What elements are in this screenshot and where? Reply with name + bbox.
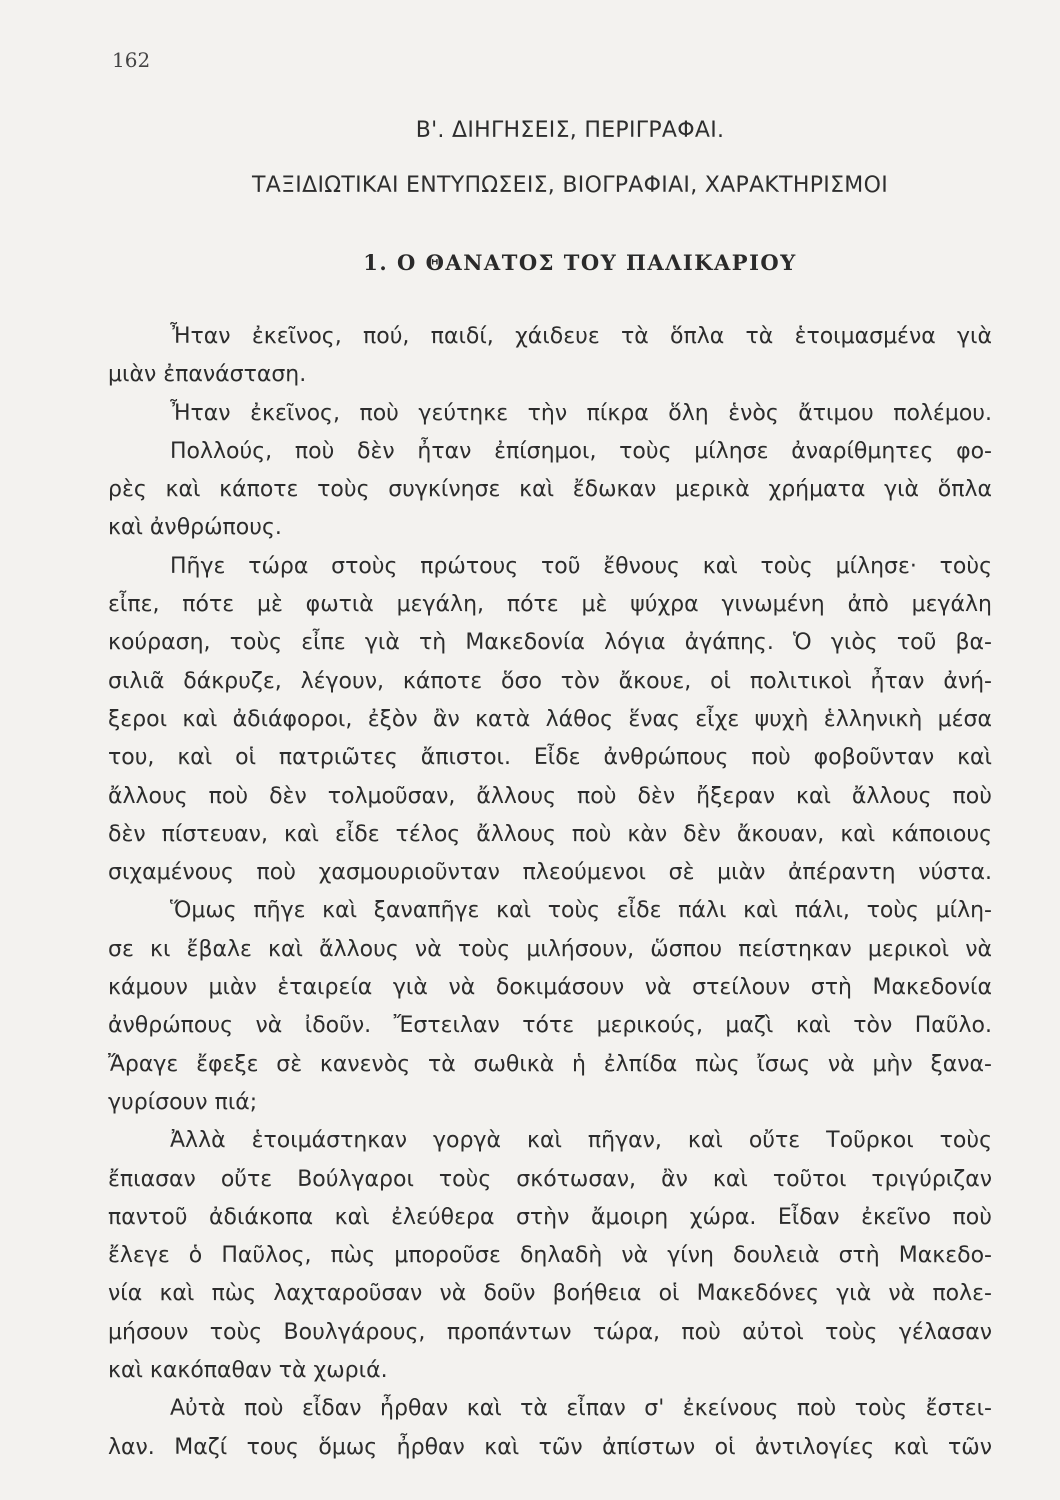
text-line: λαν. Μαζί τους ὅμως ἦρθαν καὶ τῶν ἀπίστων οἱ ἀντιλογίες καὶ τῶν [108, 1434, 992, 1460]
text-line: ἄλλους ποὺ δὲν τολμοῦσαν, ἄλλους ποὺ δὲν ἤξεραν καὶ ἄλλους ποὺ [108, 783, 992, 809]
text-line: παντοῦ ἀδιάκοπα καὶ ἐλεύθερα στὴν ἄμοιρη χώρα. Εἶδαν ἐκεῖνο ποὺ [108, 1204, 992, 1230]
text-line: γυρίσουν πιά; [108, 1089, 258, 1115]
text-line: ἔπιασαν οὔτε Βούλγαροι τοὺς σκότωσαν, ἂν καὶ τοῦτοι τριγύριζαν [108, 1166, 992, 1192]
text-line: καὶ ἀνθρώπους. [108, 515, 282, 541]
text-line: σιχαμένους ποὺ χασμουριοῦνταν πλεούμενοι σὲ μιὰν ἀπέραντη νύστα. [108, 860, 992, 886]
text-line: Ἦταν ἐκεῖνος, πού, παιδί, χάιδευε τὰ ὅπλα τὰ ἑτοιμασμένα γιὰ [170, 324, 992, 349]
text-line: κάμουν μιὰν ἑταιρεία γιὰ νὰ δοκιμάσουν νὰ στείλουν στὴ Μακεδονία [108, 975, 992, 1001]
chapter-title: 1. Ο ΘΑΝΑΤΟΣ ΤΟΥ ΠΑΛΙΚΑΡΙΟΥ [363, 250, 797, 275]
section-heading-line-2: ΤΑΞΙΔΙΩΤΙΚΑΙ ΕΝΤΥΠΩΣΕΙΣ, ΒΙΟΓΡΑΦΙΑΙ, ΧΑΡΑΚΤΗΡΙΣΜΟΙ [252, 173, 888, 198]
text-line: Ἦταν ἐκεῖνος, ποὺ γεύτηκε τὴν πίκρα ὅλη ἑνὸς ἄτιμου πολέμου. [170, 400, 992, 426]
text-line: εἶπε, πότε μὲ φωτιὰ μεγάλη, πότε μὲ ψύχρα γινωμένη ἀπὸ μεγάλη [108, 592, 992, 618]
text-line: Ἄραγε ἔφεξε σὲ κανενὸς τὰ σωθικὰ ἡ ἐλπίδα πὼς ἴσως νὰ μὴν ξανα- [108, 1051, 992, 1077]
text-line: νία καὶ πὼς λαχταροῦσαν νὰ δοῦν βοήθεια οἱ Μακεδόνες γιὰ νὰ πολε- [108, 1281, 992, 1307]
text-line: καὶ κακόπαθαν τὰ χωριά. [108, 1358, 388, 1384]
text-line: δὲν πίστευαν, καὶ εἶδε τέλος ἄλλους ποὺ κὰν δὲν ἄκουαν, καὶ κάποιους [108, 821, 992, 847]
text-line: Ἀλλὰ ἑτοιμάστηκαν γοργὰ καὶ πῆγαν, καὶ οὔτε Τοῦρκοι τοὺς [170, 1128, 992, 1154]
text-line: μιὰν ἐπανάσταση. [108, 362, 307, 388]
text-line: σιλιᾶ δάκρυζε, λέγουν, κάποτε ὅσο τὸν ἄκουε, οἱ πολιτικοὶ ἦταν ἀνή- [108, 668, 992, 694]
text-line: μήσουν τοὺς Βουλγάρους, προπάντων τώρα, ποὺ αὐτοὶ τοὺς γέλασαν [108, 1319, 992, 1345]
text-line: σε κι ἔβαλε καὶ ἄλλους νὰ τοὺς μιλήσουν, ὥσπου πείστηκαν μερικοὶ νὰ [108, 936, 992, 962]
text-line: ἔλεγε ὁ Παῦλος, πὼς μποροῦσε δηλαδὴ νὰ γίνη δουλειὰ στὴ Μακεδο- [108, 1243, 992, 1269]
text-line: ἀνθρώπους νὰ ἰδοῦν. Ἔστειλαν τότε μερικούς, μαζὶ καὶ τὸν Παῦλο. [108, 1013, 992, 1039]
body-text [108, 318, 992, 1467]
text-line: Αὐτὰ ποὺ εἶδαν ἦρθαν καὶ τὰ εἶπαν σ' ἐκείνους ποὺ τοὺς ἔστει- [170, 1396, 992, 1422]
text-line: του, καὶ οἱ πατριῶτες ἄπιστοι. Εἶδε ἀνθρώπους ποὺ φοβοῦνταν καὶ [108, 745, 992, 771]
text-line: Πῆγε τώρα στοὺς πρώτους τοῦ ἔθνους καὶ τοὺς μίλησε· τοὺς [170, 553, 992, 579]
section-heading-line-1: Β'. ΔΙΗΓΗΣΕΙΣ, ΠΕΡΙΓΡΑΦΑΙ. [415, 118, 725, 143]
text-line: ρὲς καὶ κάποτε τοὺς συγκίνησε καὶ ἔδωκαν μερικὰ χρήματα γιὰ ὅπλα [108, 477, 992, 503]
text-line: Πολλούς, ποὺ δὲν ἦταν ἐπίσημοι, τοὺς μίλησε ἀναρίθμητες φο- [170, 438, 992, 464]
text-line: κούραση, τοὺς εἶπε γιὰ τὴ Μακεδονία λόγια ἀγάπης. Ὁ γιὸς τοῦ βα- [108, 630, 992, 656]
page-number: 162 [112, 48, 151, 72]
text-line: Ὅμως πῆγε καὶ ξαναπῆγε καὶ τοὺς εἶδε πάλι καὶ πάλι, τοὺς μίλη- [170, 898, 992, 924]
text-line: ξεροι καὶ ἀδιάφοροι, ἐξὸν ἂν κατὰ λάθος ἕνας εἶχε ψυχὴ ἑλληνικὴ μέσα [108, 706, 992, 732]
